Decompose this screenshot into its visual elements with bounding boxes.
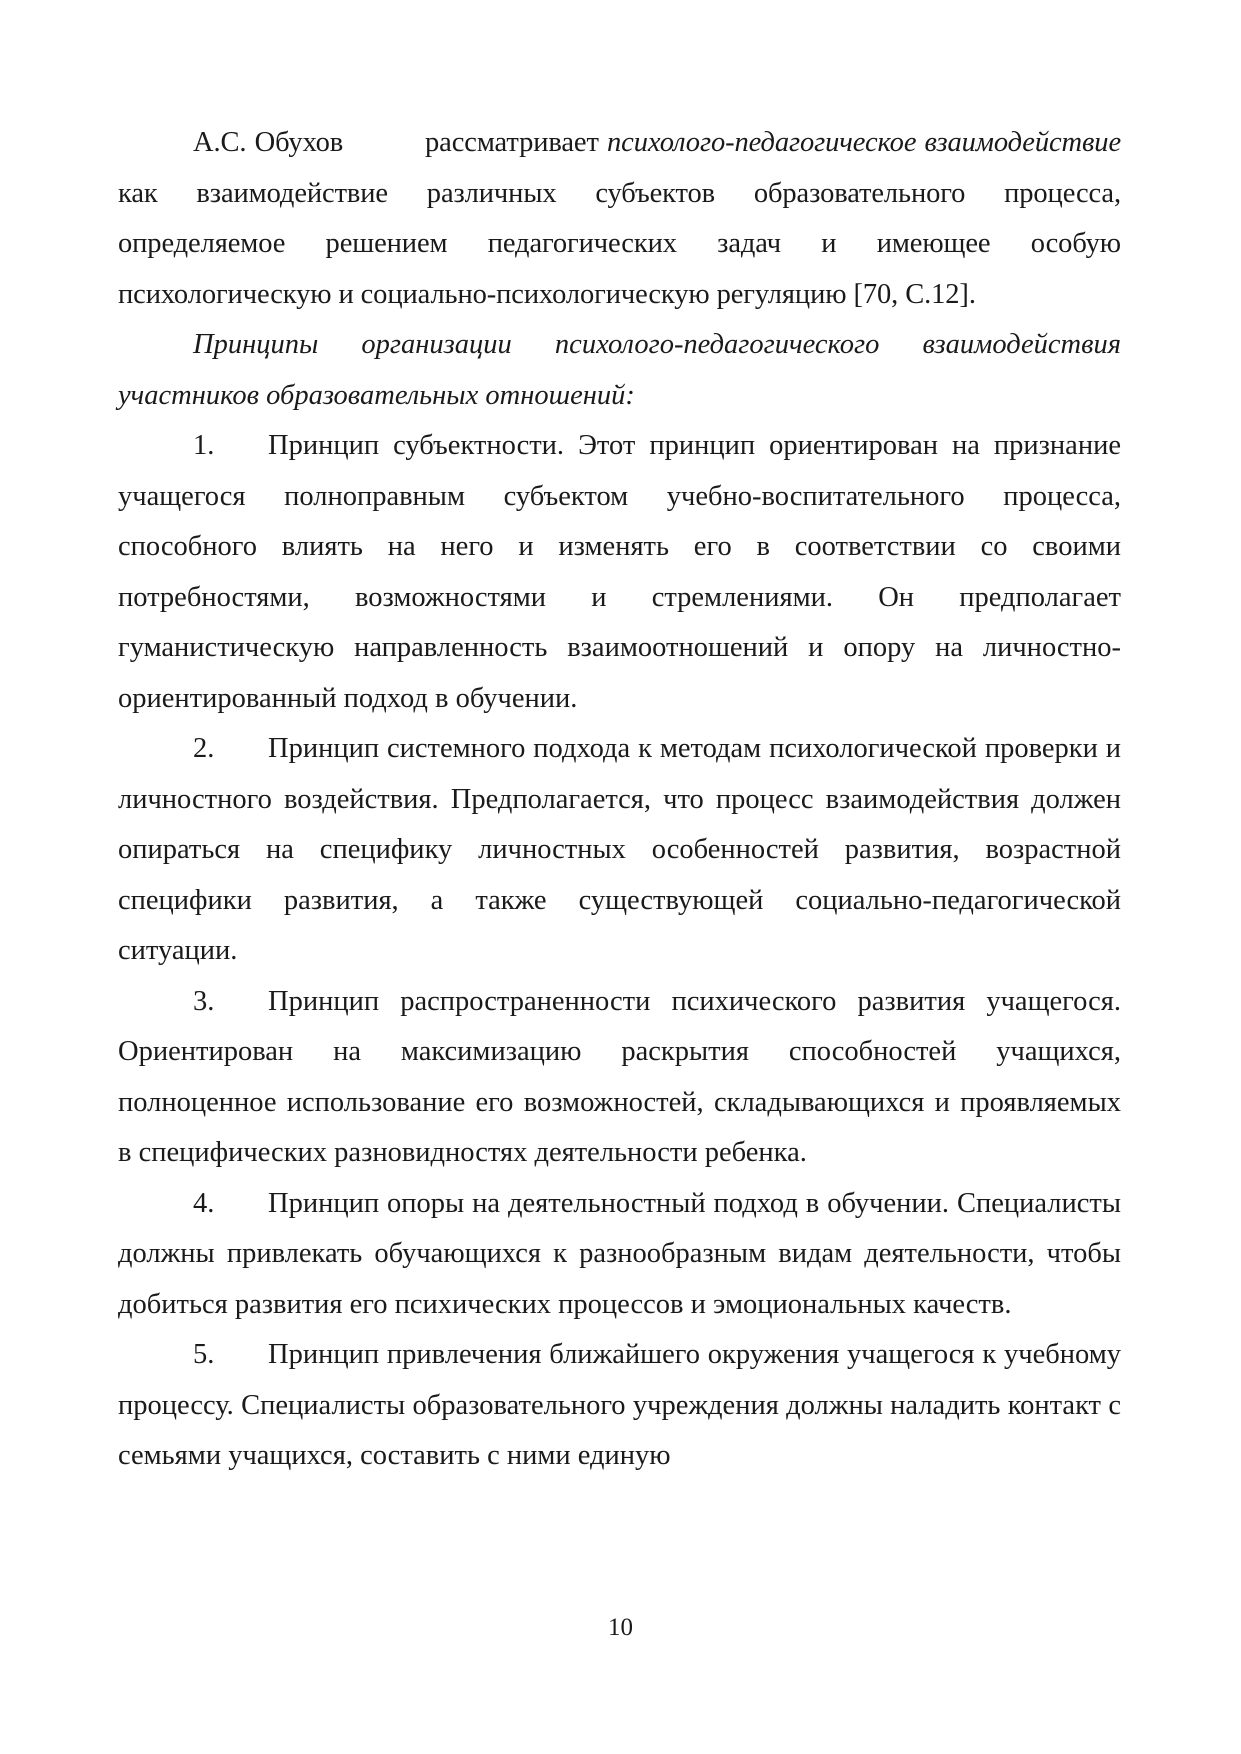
principle-number: 2. [193,733,215,764]
principle-item [118,421,1121,724]
principle-text: Принцип субъектности. Этот принцип ориентирован на признание учащегося полноправным субъектом учебно-воспитательного процесса, способного влиять на него и изменять его в соответствии со своими потребностями, возможностями и стремлениями. Он предполагает гуманистическую направленность взаимоотношений и опору на личностно-ориентированный подход в обучении. [118,430,1121,714]
principle-item [118,1330,1121,1482]
intro-verb: рассматривает [425,127,599,158]
principle-item [118,724,1121,977]
principle-text: Принцип привлечения ближайшего окружения учащегося к учебному процессу. Специалисты образовательного учреждения должны наладить контакт с семьями учащихся, составить с ними единую [118,1339,1121,1471]
intro-paragraph [118,118,1121,320]
intro-author: А.С. Обухов [193,127,344,158]
intro-rest: как взаимодействие различных субъектов образовательного процесса, определяемое решением педагогических задач и имеющее особую психологическую и социально-психологическую регуляцию [70, С.12]. [118,177,1121,310]
principle-text: Принцип опоры на деятельностный подход в обучении. Специалисты должны привлекать обучающихся к разнообразным видам деятельности, чтобы добиться развития его психических процессов и эмоциональных качеств. [118,1187,1121,1320]
principle-item [118,977,1121,1179]
principles-heading: Принципы организации психолого-педагогического взаимодействия участников образовательных отношений: [118,329,1121,411]
principle-number: 1. [193,430,215,461]
principle-text: Принцип распространенности психического развития учащегося. Ориентирован на максимизацию раскрытия способностей учащихся, полноценное использование его возможностей, складывающихся и проявляемых в специфических разновидностях деятельности ребенка. [118,985,1121,1168]
principle-number: 5. [193,1339,215,1370]
page-body [118,118,1121,1482]
principle-text: Принцип системного подхода к методам психологической проверки и личностного воздействия. Предполагается, что процесс взаимодействия должен опираться на специфику личностных особенностей развития, возрастной специфики развития, а также существующей социально-педагогической ситуации. [118,733,1121,966]
intro-term: психолого-педагогическое взаимодействие [607,127,1122,158]
principle-number: 3. [193,985,215,1017]
page-number: 10 [608,1614,633,1641]
principle-item [118,1179,1121,1331]
principle-number: 4. [193,1187,215,1219]
